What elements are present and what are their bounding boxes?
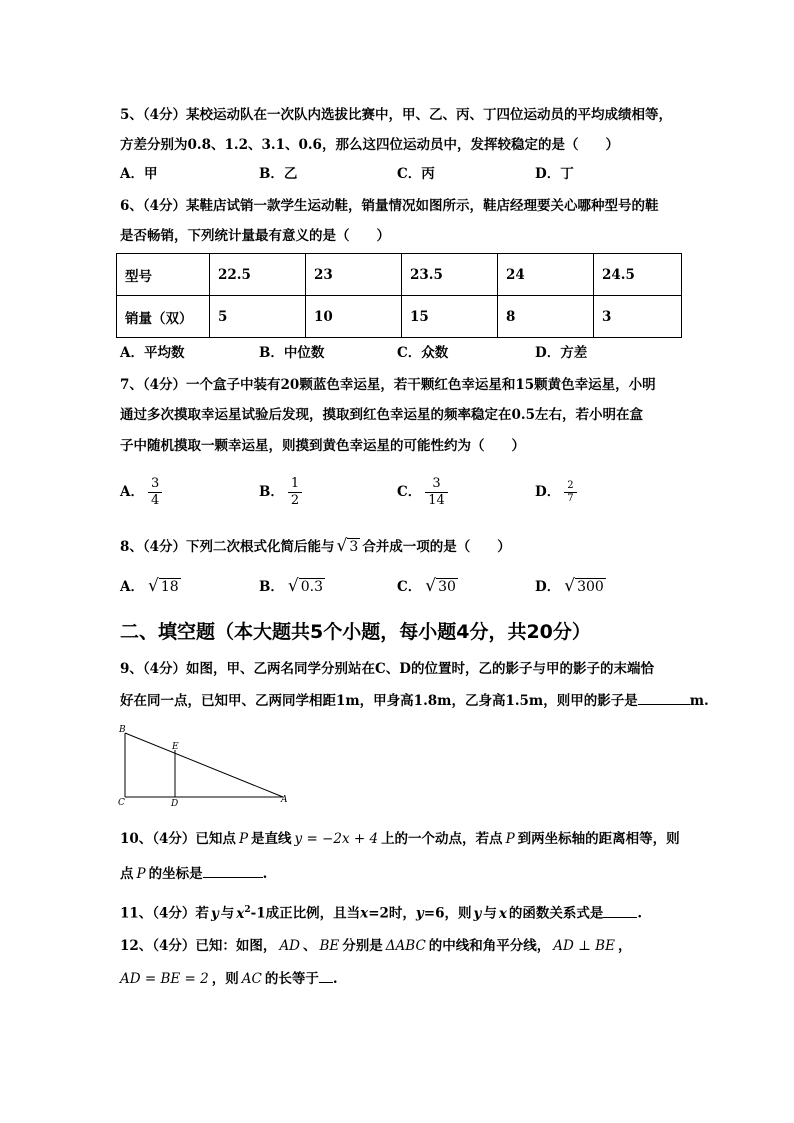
radical-sign: √ bbox=[287, 576, 299, 596]
table-cell: 24.5 bbox=[594, 254, 682, 296]
fraction bbox=[288, 476, 302, 509]
radical-sign: √ bbox=[425, 576, 437, 596]
table-cell: 型号 bbox=[117, 254, 210, 296]
fraction bbox=[425, 476, 448, 509]
q11-text-7: 的函数关系式是 bbox=[508, 905, 604, 922]
q10-text-6: 的坐标是 bbox=[148, 866, 203, 882]
radicand: 30 bbox=[438, 579, 456, 595]
q10-text-1: 10、（4分）已知点 bbox=[120, 831, 236, 847]
segment-ac: AC bbox=[241, 971, 262, 987]
q11-text-3: -1成正比例，且当 bbox=[250, 905, 361, 922]
q9-line1: 9、（4分）如图，甲、乙两名同学分别站在C、D的位置时，乙的影子与甲的影子的末端恰 bbox=[120, 661, 654, 677]
q12-sep: 、 bbox=[303, 938, 317, 954]
denominator: 14 bbox=[425, 492, 448, 509]
shadow-ray-line bbox=[125, 733, 283, 797]
table-cell: 24 bbox=[498, 254, 594, 296]
table-row bbox=[117, 254, 682, 296]
q8-option-b bbox=[259, 577, 325, 596]
q9-line2-end: m. bbox=[689, 693, 709, 709]
q7-option-d bbox=[535, 480, 577, 505]
perpendicular-relation: AD ⊥ BE bbox=[553, 938, 615, 954]
sqrt-expression bbox=[288, 577, 325, 596]
q11-line bbox=[120, 901, 642, 923]
q12-end: . bbox=[332, 971, 338, 987]
option-label: A． bbox=[120, 484, 144, 500]
q11-text-6: 与 bbox=[483, 905, 497, 922]
q7-line1: 7、（4分）一个盒子中装有20颗蓝色幸运星，若干颗红色幸运星和15颗黄色幸运星，小明 bbox=[120, 377, 656, 393]
answer-blank bbox=[603, 903, 637, 918]
q5-line2: 方差分别为0.8、1.2、3.1、0.6，那么这四位运动员中，发挥较稳定的是（ ） bbox=[120, 137, 619, 153]
segment-ad: AD bbox=[279, 938, 301, 954]
option-label: D． bbox=[535, 484, 561, 500]
q5-line1: 5、（4分）某校运动队在一次队内选拔比赛中，甲、乙、丙、丁四位运动员的平均成绩相等， bbox=[120, 107, 673, 123]
sqrt-expression bbox=[425, 577, 458, 596]
answer-blank bbox=[203, 863, 263, 878]
q12-text-4: ， bbox=[617, 938, 632, 954]
point-p: P bbox=[505, 831, 515, 847]
q9-line2 bbox=[120, 690, 709, 710]
fraction bbox=[564, 480, 576, 505]
var-y: y bbox=[415, 905, 424, 922]
q12-text-6: 的长等于 bbox=[264, 971, 319, 987]
option-label: A． bbox=[120, 579, 144, 595]
table-cell: 5 bbox=[210, 296, 306, 338]
option-label: B． bbox=[259, 579, 284, 595]
table-cell: 15 bbox=[402, 296, 498, 338]
radicand: 3 bbox=[349, 539, 359, 555]
q7-option-c bbox=[397, 476, 448, 509]
q8-option-a bbox=[120, 577, 181, 596]
q9-shadow-figure bbox=[115, 722, 295, 812]
q12-line1 bbox=[120, 937, 631, 955]
q11-text-4: =2时， bbox=[368, 905, 416, 922]
q6-line2: 是否畅销，下列统计量最有意义的是（ ） bbox=[120, 228, 390, 244]
sqrt-expression bbox=[564, 577, 606, 596]
q6-option-c: C．众数 bbox=[397, 345, 449, 361]
q10-line2 bbox=[120, 863, 267, 883]
q10-text-5: 点 bbox=[120, 866, 134, 882]
numerator: 3 bbox=[150, 476, 160, 491]
table-cell: 23 bbox=[306, 254, 402, 296]
radical-sign: √ bbox=[564, 576, 576, 596]
q6-table bbox=[116, 253, 682, 338]
q9-line2-text: 好在同一点，已知甲、乙两同学相距1m，甲身高1.8m，乙身高1.5m，则甲的影子是 bbox=[120, 693, 638, 709]
var-x: x bbox=[236, 905, 245, 922]
q8-prefix: 8、（4分）下列二次根式化简后能与 bbox=[120, 539, 335, 555]
exponent: 2 bbox=[244, 905, 251, 915]
q10-text-2: 是直线 bbox=[251, 831, 292, 847]
table-cell: 23.5 bbox=[402, 254, 498, 296]
radical-sign: √ bbox=[147, 576, 159, 596]
table-cell: 3 bbox=[594, 296, 682, 338]
option-label: C． bbox=[397, 484, 422, 500]
q7-line2: 通过多次摸取幸运星试验后发现，摸取到红色幸运星的频率稳定在0.5左右，若小明在盒 bbox=[120, 407, 643, 423]
table-row bbox=[117, 296, 682, 338]
label-e: E bbox=[172, 742, 179, 752]
q5-option-b: B．乙 bbox=[259, 166, 298, 182]
segment-be: BE bbox=[319, 938, 340, 954]
table-cell: 22.5 bbox=[210, 254, 306, 296]
fraction bbox=[148, 476, 162, 509]
q5-option-d: D．丁 bbox=[535, 166, 574, 182]
q7-option-a bbox=[120, 476, 162, 509]
q6-option-b: B．中位数 bbox=[259, 345, 325, 361]
q12-text-2: 分别是 bbox=[342, 938, 383, 954]
table-cell: 10 bbox=[306, 296, 402, 338]
table-cell: 8 bbox=[498, 296, 594, 338]
numerator: 1 bbox=[290, 476, 300, 491]
q10-text-4: 到两坐标轴的距离相等，则 bbox=[517, 831, 680, 847]
q7-line3: 子中随机摸取一颗幸运星，则摸到黄色幸运星的可能性约为（ ） bbox=[120, 438, 525, 454]
option-label: C． bbox=[397, 579, 422, 595]
q12-text-5: ，则 bbox=[211, 971, 239, 987]
q5-option-a: A．甲 bbox=[120, 166, 158, 182]
option-label: B． bbox=[259, 484, 284, 500]
line-equation: y = −2x + 4 bbox=[294, 831, 379, 847]
q11-text-2: 与 bbox=[220, 905, 235, 922]
label-c: C bbox=[118, 798, 125, 808]
sqrt-expression bbox=[148, 577, 181, 596]
var-y: y bbox=[210, 905, 219, 922]
numerator: 2 bbox=[567, 480, 574, 491]
answer-blank bbox=[319, 968, 333, 983]
q12-line2 bbox=[120, 968, 338, 988]
sqrt-expression bbox=[337, 537, 361, 556]
q8-suffix: 合并成一项的是（ ） bbox=[362, 539, 511, 555]
equal-lengths: AD = BE = 2 bbox=[120, 971, 209, 987]
q6-option-d: D．方差 bbox=[535, 345, 588, 361]
q10-text-3: 上的一个动点，若点 bbox=[381, 831, 503, 847]
q12-text-1: 12、（4分）已知：如图， bbox=[120, 938, 277, 954]
point-p: P bbox=[136, 866, 146, 882]
section-title: 二、填空题（本大题共5个小题，每小题4分，共20分） bbox=[120, 621, 591, 643]
numerator: 3 bbox=[432, 476, 441, 491]
q11-text-1: 11、（4分）若 bbox=[120, 905, 209, 922]
q6-option-a: A．平均数 bbox=[120, 345, 185, 361]
q12-text-3: 的中线和角平分线， bbox=[428, 938, 551, 954]
q11-end: . bbox=[637, 905, 643, 922]
q5-option-c: C．丙 bbox=[397, 166, 435, 182]
q10-end: . bbox=[262, 866, 268, 882]
answer-blank bbox=[638, 690, 690, 705]
var-x: x bbox=[360, 905, 369, 922]
denominator: 4 bbox=[148, 492, 162, 509]
radicand: 300 bbox=[577, 579, 604, 595]
radicand: 0.3 bbox=[300, 579, 324, 595]
radical-sign: √ bbox=[336, 536, 348, 556]
q7-option-b bbox=[259, 476, 302, 509]
q8-option-c bbox=[397, 577, 458, 596]
radicand: 18 bbox=[160, 579, 179, 595]
q11-text-5: =6，则 bbox=[423, 905, 472, 922]
q10-line1 bbox=[120, 830, 680, 848]
var-x: x bbox=[498, 905, 507, 922]
label-a: A bbox=[281, 795, 288, 805]
denominator: 2 bbox=[288, 492, 302, 509]
point-p: P bbox=[238, 831, 249, 847]
triangle-abc: ΔABC bbox=[385, 938, 426, 954]
q8-option-d bbox=[535, 577, 606, 596]
label-d: D bbox=[171, 799, 179, 809]
label-b: B bbox=[119, 725, 126, 735]
denominator: 7 bbox=[564, 492, 576, 505]
var-y: y bbox=[473, 905, 482, 922]
q6-line1: 6、（4分）某鞋店试销一款学生运动鞋，销量情况如图所示，鞋店经理要关心哪种型号的鞋 bbox=[120, 198, 659, 214]
table-cell: 销量（双） bbox=[117, 296, 210, 338]
q8-stem bbox=[120, 537, 511, 556]
option-label: D． bbox=[535, 579, 561, 595]
